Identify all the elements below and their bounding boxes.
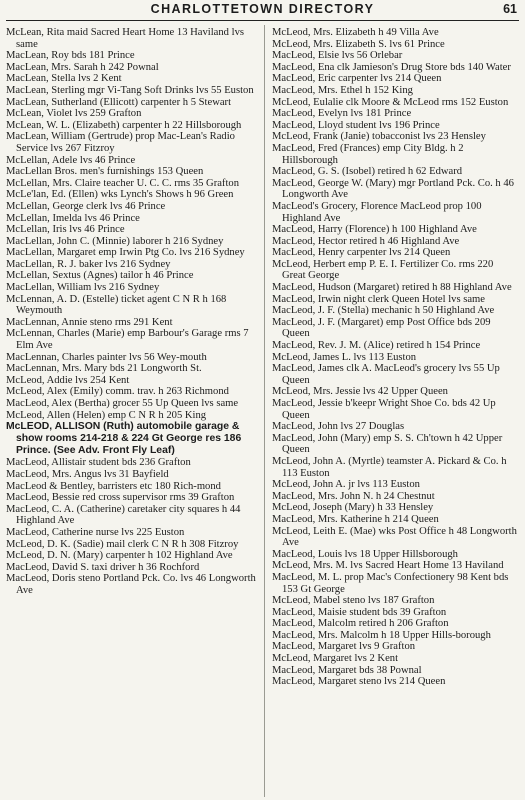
directory-entry: MacLeod's Grocery, Florence MacLeod prop 100 Highland Ave bbox=[272, 200, 482, 224]
directory-entry: MacLeod, Hector retired h 46 Highland Ave bbox=[272, 235, 460, 247]
directory-entry: MacLean, Roy bds 181 Prince bbox=[6, 50, 135, 62]
directory-entry: MacLennan, Mrs. Mary bds 21 Longworth St. bbox=[6, 363, 202, 375]
directory-entry: McLeod, Joseph (Mary) h 33 Hensley bbox=[272, 502, 434, 514]
directory-entry: MacLeod, Henry carpenter lvs 214 Queen bbox=[272, 247, 451, 259]
directory-entry: McLeod, Mrs. M. lvs Sacred Heart Home 13 Haviland bbox=[272, 560, 504, 572]
directory-entry: MacLellan, William lvs 216 Sydney bbox=[6, 282, 160, 294]
directory-entry: McLeod, Addie lvs 254 Kent bbox=[6, 374, 130, 386]
directory-entry: McLeod, Mrs. Elizabeth S. lvs 61 Prince bbox=[272, 38, 445, 50]
directory-entry: McLennan, A. D. (Estelle) ticket agent C N R h 168 Weymouth bbox=[6, 293, 227, 317]
directory-entry: MacLeod, Malcolm retired h 206 Grafton bbox=[272, 618, 449, 630]
directory-entry: MacLeod, Eric carpenter lvs 214 Queen bbox=[272, 73, 442, 85]
directory-entry: MacLeod, Mrs. Katherine h 214 Queen bbox=[272, 513, 439, 525]
directory-entry: McLellan, Mrs. Claire teacher U. C. C. rms 35 Grafton bbox=[6, 177, 240, 189]
directory-entry: MacLellan, R. J. baker lvs 216 Sydney bbox=[6, 258, 171, 270]
directory-entry: McLeod, John A. jr lvs 113 Euston bbox=[272, 479, 420, 491]
directory-entry: McLeod, Margaret lvs 2 Kent bbox=[272, 653, 399, 665]
directory-entry: MacLeod, Mrs. Angus lvs 31 Bayfield bbox=[6, 469, 169, 481]
page-number: 61 bbox=[503, 2, 517, 16]
directory-entry: MacLeod, Mrs. Ethel h 152 King bbox=[272, 84, 413, 96]
column-divider bbox=[264, 25, 265, 797]
directory-entry: MacLennan, Charles painter lvs 56 Wey-mouth bbox=[6, 351, 207, 363]
directory-entry: McLeod, Mabel steno lvs 187 Grafton bbox=[272, 595, 435, 607]
directory-entry: MacLeod, Mrs. John N. h 24 Chestnut bbox=[272, 490, 435, 502]
directory-entry: McLellan, George clerk lvs 46 Prince bbox=[6, 200, 166, 212]
directory-entry: MacLeod & Bentley, barristers etc 180 Rich-mond bbox=[6, 480, 221, 492]
directory-entry: MacLeod, Doris steno Portland Pck. Co. lvs 46 Longworth Ave bbox=[6, 573, 256, 596]
directory-entry: MacLeod, Jessie b'keepr Wright Shoe Co. bds 42 Up Queen bbox=[272, 398, 496, 421]
directory-entry: McLeod, Herbert emp P. E. I. Fertilizer Co. rms 220 Great George bbox=[272, 258, 494, 282]
directory-entry: McLeod, Leith E. (Mae) wks Post Office h 48 Longworth Ave bbox=[272, 525, 517, 549]
directory-entry: McLeod, Mrs. Elizabeth h 49 Villa Ave bbox=[272, 27, 439, 38]
directory-entry: MacLeod, Ena clk Jamieson's Drug Store bds 140 Water bbox=[272, 61, 511, 73]
directory-entry: MacLean, Mrs. Sarah h 242 Pownal bbox=[6, 61, 159, 73]
directory-entry: MacLean, William (Gertrude) prop Mac-Lean's Radio Service lvs 267 Fitzroy bbox=[6, 131, 235, 154]
directory-entry: MacLellan Bros. men's furnishings 153 Queen bbox=[6, 166, 204, 178]
directory-entry: McLellan, Adele lvs 46 Prince bbox=[6, 154, 136, 166]
directory-entry: McLeod, John A. (Myrtle) teamster A. Pickard & Co. h 113 Euston bbox=[272, 455, 507, 479]
directory-entry: MacLeod, Maisie student bds 39 Grafton bbox=[272, 606, 447, 618]
directory-entry: McLeod, Eulalie clk Moore & McLeod rms 152 Euston bbox=[272, 96, 509, 108]
directory-entry: McLennan, Charles (Marie) emp Barbour's Garage rms 7 Elm Ave bbox=[6, 328, 249, 352]
directory-entry: MacLeod, Margaret steno lvs 214 Queen bbox=[272, 676, 446, 688]
directory-entry: MacLeod, C. A. (Catherine) caretaker city squares h 44 Highland Ave bbox=[6, 503, 241, 527]
right-column bbox=[272, 27, 519, 797]
directory-entry: McLeod, James L. lvs 113 Euston bbox=[272, 351, 417, 363]
directory-entry: McLe'lan, Ed. (Ellen) wks Lynch's Shows h 96 Green bbox=[6, 189, 234, 201]
directory-entry: MacLeod, Irwin night clerk Queen Hotel lvs same bbox=[272, 293, 485, 305]
directory-entry: McLeod, Alex (Emily) comm. trav. h 263 Richmond bbox=[6, 386, 229, 398]
directory-entry: MacLeod, Mrs. Malcolm h 18 Upper Hills-borough bbox=[272, 629, 491, 641]
page-header bbox=[0, 0, 525, 22]
directory-entry: McLeod, Mrs. Jessie lvs 42 Upper Queen bbox=[272, 386, 448, 398]
directory-entry: McLeod, Frank (Janie) tobacconist lvs 23 Hensley bbox=[272, 131, 486, 143]
directory-entry: MacLeod, Rev. J. M. (Alice) retired h 154 Prince bbox=[272, 340, 481, 352]
directory-entry: MacLeod, Bessie red cross supervisor rms 39 Grafton bbox=[6, 492, 235, 504]
directory-entry: MacLeod, Margaret lvs 9 Grafton bbox=[272, 641, 416, 653]
directory-entry: MacLeod, Fred (Frances) emp City Bldg. h 2 Hillsborough bbox=[272, 142, 464, 166]
directory-entry: MacLeod, Catherine nurse lvs 225 Euston bbox=[6, 527, 185, 539]
directory-entry: MacLeod, Margaret bds 38 Pownal bbox=[272, 664, 422, 676]
directory-entry: MacLeod, James clk A. MacLeod's grocery lvs 55 Up Queen bbox=[272, 363, 500, 386]
directory-entry: MacLeod, Lloyd student lvs 196 Prince bbox=[272, 119, 440, 131]
directory-entry: McLeod, D. K. (Sadie) mail clerk C N R h 308 Fitzroy bbox=[6, 538, 239, 550]
directory-entry: McLellan, Sextus (Agnes) tailor h 46 Prince bbox=[6, 270, 194, 282]
directory-entry: McLellan, Iris lvs 46 Prince bbox=[6, 224, 125, 236]
directory-entry: MacLeod, Harry (Florence) h 100 Highland Ave bbox=[272, 224, 477, 236]
directory-entry: MacLeod, J. F. (Margaret) emp Post Office bds 209 Queen bbox=[272, 316, 491, 340]
directory-entry: McLellan, Imelda lvs 46 Prince bbox=[6, 212, 140, 224]
directory-entry: MacLean, Stella lvs 2 Kent bbox=[6, 73, 122, 85]
directory-entry: McLean, Rita maid Sacred Heart Home 13 Haviland lvs same bbox=[6, 27, 244, 50]
directory-entry: MacLellan, John C. (Minnie) laborer h 216 Sydney bbox=[6, 235, 224, 247]
directory-entry: MacLeod, Evelyn lvs 181 Prince bbox=[272, 108, 412, 120]
left-column bbox=[6, 27, 256, 797]
directory-entry: MacLean, Sterling mgr Vi-Tang Soft Drinks lvs 55 Euston bbox=[6, 84, 254, 96]
directory-entry: MacLeod, M. L. prop Mac's Confectionery 98 Kent bds 153 Gt George bbox=[272, 571, 509, 595]
directory-entry: MacLeod, John (Mary) emp S. S. Ch'town h 42 Upper Queen bbox=[272, 432, 503, 456]
directory-entry: MacLean, Sutherland (Ellicott) carpenter h 5 Stewart bbox=[6, 96, 232, 108]
directory-entry: MacLeod, Elsie lvs 56 Orlebar bbox=[272, 50, 403, 62]
directory-entry: MacLeod, G. S. (Isobel) retired h 62 Edward bbox=[272, 166, 463, 178]
directory-entry: McLean, W. L. (Elizabeth) carpenter h 22 Hillsborough bbox=[6, 119, 242, 131]
directory-entry: MacLennan, Annie steno rms 291 Kent bbox=[6, 316, 173, 328]
directory-entry: MacLellan, Margaret emp Irwin Ptg Co. lvs 216 Sydney bbox=[6, 247, 245, 259]
page-title: CHARLOTTETOWN DIRECTORY bbox=[150, 2, 375, 16]
directory-entry: MacLeod, John lvs 27 Douglas bbox=[272, 421, 405, 433]
directory-entry: MacLeod, George W. (Mary) mgr Portland Pck. Co. h 46 Longworth Ave bbox=[272, 177, 514, 201]
directory-entry: McLean, Violet lvs 259 Grafton bbox=[6, 108, 142, 120]
directory-entry: McLeod, D. N. (Mary) carpenter h 102 Highland Ave bbox=[6, 550, 233, 562]
directory-entry: MacLeod, Alex (Bertha) grocer 55 Up Queen lvs same bbox=[6, 398, 239, 409]
directory-entry: MacLeod, Hudson (Margaret) retired h 88 Highland Ave bbox=[272, 282, 512, 294]
directory-entry: MacLeod, Allistair student bds 236 Grafton bbox=[6, 457, 191, 469]
directory-entry: MacLeod, David S. taxi driver h 36 Rochford bbox=[6, 561, 200, 573]
directory-entry-advert: McLEOD, ALLISON (Ruth) automobile garage & show rooms 214-218 & 224 Gt George res 186 Prince. (See Adv. Front Fly Leaf) bbox=[6, 421, 242, 457]
header-rule bbox=[6, 20, 519, 21]
directory-entry: MacLeod, Louis lvs 18 Upper Hillsborough bbox=[272, 548, 458, 560]
directory-entry: McLeod, Allen (Helen) emp C N R h 205 King bbox=[6, 409, 207, 421]
directory-entry: MacLeod, J. F. (Stella) mechanic h 50 Highland Ave bbox=[272, 305, 495, 317]
